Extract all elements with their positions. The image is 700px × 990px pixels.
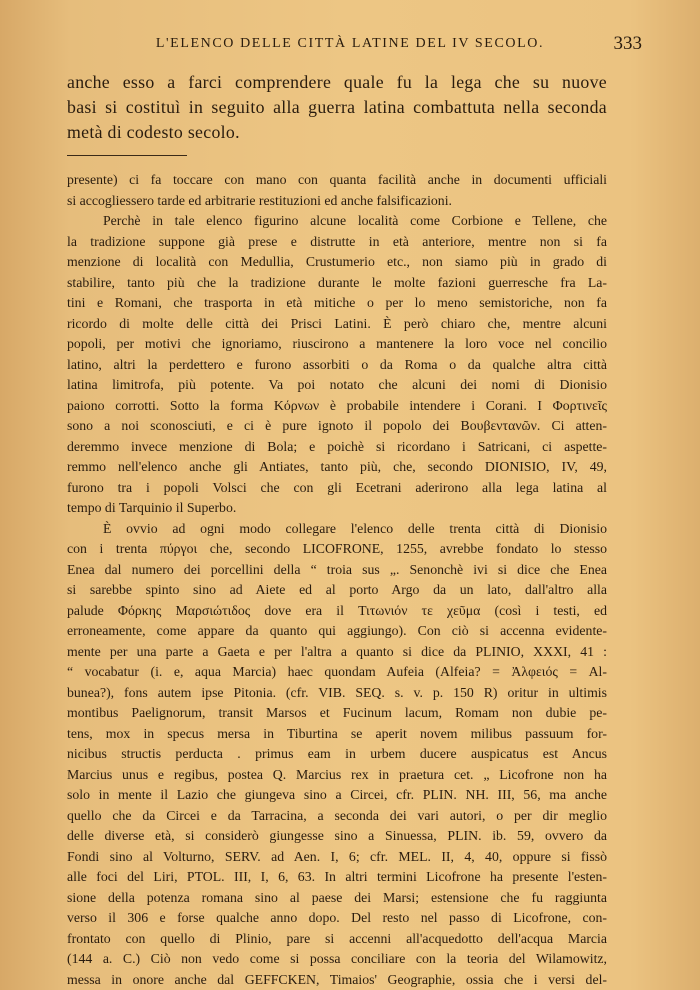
footnote-line: È ovvio ad ogni modo collegare l'elenco delle trenta città di Dionisio: [67, 519, 607, 540]
footnote-line: deremmo invece menzione di Bola; e poichè si ricordano i Satricani, ci aspette-: [67, 437, 607, 458]
footnote-line: montibus Paelignorum, transit Marsos et Fucinum lacum, Romam non dubie pe-: [67, 703, 607, 724]
footnote-line: tini e Romani, che trasporta in età mitiche o per lo meno semistoriche, non fa: [67, 293, 607, 314]
footnote-line: (144 a. C.) Ciò non vedo come si possa conciliare con la teoria del Wilamowitz,: [67, 949, 607, 970]
footnote-line: mente per una parte a Gaeta e per l'altra a quanto si dice da PLINIO, XXXI, 41 :: [67, 642, 607, 663]
footnote-line: verso il 306 e forse qualche anno dopo. Del resto nel passo di Licofrone, con-: [67, 908, 607, 929]
footnote-line: “ vocabatur (i. e, aqua Marcia) haec quondam Aufeia (Alfeia? = Ἀλφειός = Al-: [67, 662, 607, 683]
footnote-line: sono a noi sconosciuti, e ci è pure ignoto il popolo dei Βουβεντανῶν. Ci atten-: [67, 416, 607, 437]
main-text: [67, 70, 607, 145]
main-text-line: basi si costituì in seguito alla guerra latina combattuta nella seconda: [67, 95, 607, 120]
footnote-line: frontato con quello di Plinio, pare si accenni all'acquedotto dell'acqua Marcia: [67, 929, 607, 950]
main-text-line: metà di codesto secolo.: [67, 120, 607, 145]
footnote-line: si accogliessero tarde ed arbitrarie restituzioni ed anche falsificazioni.: [67, 191, 607, 212]
footnote-line: messa in onore anche dal GEFFCKEN, Timaios' Geographie, ossia che i versi del-: [67, 970, 607, 990]
footnotes: [67, 170, 607, 990]
footnote-line: Enea dal numero dei porcellini della “ troia sus „. Senonchè ivi si dice che Enea: [67, 560, 607, 581]
footnote-line: palude Φόρκης Μαρσιώτιδος dove era il Τιτωνιόν τε χεῦμα (così i testi, ed: [67, 601, 607, 622]
footnote-line: erroneamente, come appare da quanto qui aggiungo). Con ciò si accenna evidente-: [67, 621, 607, 642]
footnote-line: latina limitrofa, più potente. Va poi notato che alcuni dei nomi di Dionisio: [67, 375, 607, 396]
footnote-rule: [67, 155, 187, 156]
page-number: 333: [614, 33, 643, 55]
footnote-line: popoli, per motivi che ignoriamo, riuscirono a mantenere la loro voce nel concilio: [67, 334, 607, 355]
running-title: L'ELENCO DELLE CITTÀ LATINE DEL IV SECOLO.: [0, 36, 700, 52]
footnote-line: quello che da Circei e da Tarracina, a seconda dei vari autori, o per dir meglio: [67, 806, 607, 827]
footnote-line: Fondi sino al Volturno, SERV. ad Aen. I, 6; cfr. MEL. II, 4, 40, oppure si fissò: [67, 847, 607, 868]
footnote-line: stabilire, tanto più che la tradizione durante le molte fazioni guerresche fra La-: [67, 273, 607, 294]
footnote-line: furono tra i popoli Volsci che con gli Ecetrani aderirono alla lega latina al: [67, 478, 607, 499]
running-head: [0, 36, 700, 58]
footnote-line: con i trenta πύργοι che, secondo LICOFRONE, 1255, avrebbe fondato lo stesso: [67, 539, 607, 560]
footnote-line: remmo nell'elenco anche gli Antiates, tanto più, che, secondo DIONISIO, IV, 49,: [67, 457, 607, 478]
footnote-line: tempo di Tarquinio il Superbo.: [67, 498, 607, 519]
footnote-line: ricordo di molte delle città dei Prisci Latini. È però chiaro che, mentre alcuni: [67, 314, 607, 335]
footnote-line: sione della potenza romana sino al paese dei Marsi; estensione che fu raggiunta: [67, 888, 607, 909]
footnote-line: nicibus structis perducta . primus eam in urbem ducere auspicatus est Ancus: [67, 744, 607, 765]
footnote-line: solo in mente il Lazio che giungeva sino a Circei, cfr. PLIN. NH. III, 56, ma anche: [67, 785, 607, 806]
footnote-line: bunea?), fons autem ipse Pitonia. (cfr. VIB. SEQ. s. v. p. 150 R) oritur in ultimis: [67, 683, 607, 704]
footnote-line: alle foci del Liri, PTOL. III, I, 6, 63. In altri termini Licofrone ha presente l'esten-: [67, 867, 607, 888]
footnote-line: menzione di località con Medullia, Crustumerio etc., non siamo più in grado di: [67, 252, 607, 273]
footnote-line: paiono corrotti. Sotto la forma Κόρνων è probabile intendere i Corani. I Φορτινεῖς: [67, 396, 607, 417]
main-text-line: anche esso a farci comprendere quale fu la lega che su nuove: [67, 70, 607, 95]
footnote-line: si sarebbe spinto sino ad Aiete ed al porto Argo da un lato, dall'altro alla: [67, 580, 607, 601]
footnote-line: la tradizione suppone già prese e distrutte in età anteriore, mentre non si fa: [67, 232, 607, 253]
footnote-line: Marcius unus e regibus, postea Q. Marcius rex in praetura cet. „ Licofrone non ha: [67, 765, 607, 786]
footnote-line: latino, altri la perdettero e furono assorbiti o da Roma o da qualche altra città: [67, 355, 607, 376]
footnote-line: presente) ci fa toccare con mano con quanta facilità anche in documenti ufficiali: [67, 170, 607, 191]
footnote-line: Perchè in tale elenco figurino alcune località come Corbione e Tellene, che: [67, 211, 607, 232]
footnote-line: delle diverse età, si considerò giungesse sino a Sinuessa, PLIN. ib. 59, ovvero da: [67, 826, 607, 847]
footnote-line: tens, mox in specus mersa in Tiburtina se aperit novem milibus passuum for-: [67, 724, 607, 745]
